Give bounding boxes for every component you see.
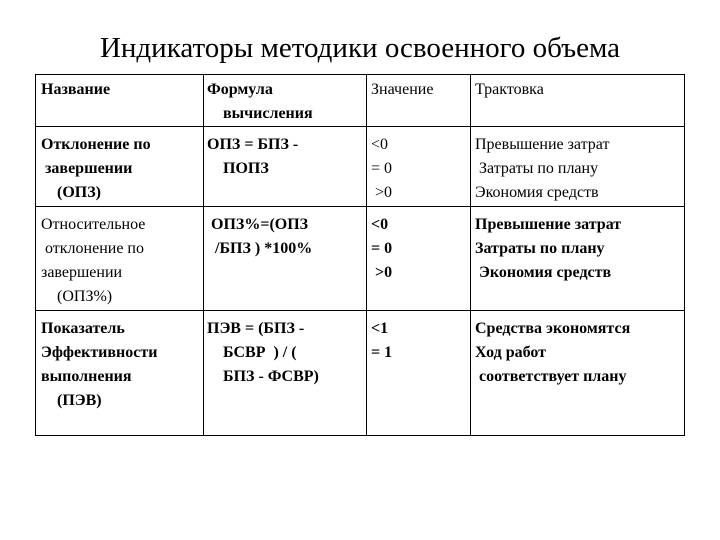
row2-formula: ОПЗ%=(ОПЗ /БПЗ ) *100% bbox=[211, 216, 313, 257]
row2-interpretation: Превышение затрат Затраты по плану Экономия средств bbox=[475, 216, 622, 281]
row1-name: Отклонение по завершении (ОПЗ) bbox=[41, 136, 151, 201]
column-divider bbox=[203, 75, 204, 435]
row1-value: <0 = 0 >0 bbox=[371, 136, 393, 201]
row3-value: <1 = 1 bbox=[371, 320, 393, 361]
header-value: Значение bbox=[371, 81, 434, 98]
indicators-table bbox=[35, 74, 685, 436]
row3-name: Показатель Эффективности выполнения (ПЭВ) bbox=[41, 320, 158, 409]
row2-name: Относительное отклонение по завершении (ОПЗ%) bbox=[41, 216, 146, 305]
column-divider bbox=[470, 75, 471, 435]
table-header-row bbox=[36, 75, 684, 127]
row1-formula: ОПЗ = БПЗ - ПОПЗ bbox=[207, 136, 299, 177]
row1-interpretation: Превышение затрат Затраты по плану Экономия средств bbox=[475, 136, 610, 201]
header-interpretation: Трактовка bbox=[475, 81, 544, 98]
row2-value: <0 = 0 >0 bbox=[371, 216, 393, 281]
slide-title: Индикаторы методики освоенного объема bbox=[99, 32, 621, 64]
header-formula: Формула вычисления bbox=[207, 81, 313, 122]
column-divider bbox=[366, 75, 367, 435]
row3-formula: ПЭВ = (БПЗ - БСВР ) / ( БПЗ - ФСВР) bbox=[207, 320, 319, 385]
header-name: Название bbox=[41, 81, 111, 98]
row3-interpretation: Средства экономятся Ход работ соответствует плану bbox=[475, 320, 631, 385]
